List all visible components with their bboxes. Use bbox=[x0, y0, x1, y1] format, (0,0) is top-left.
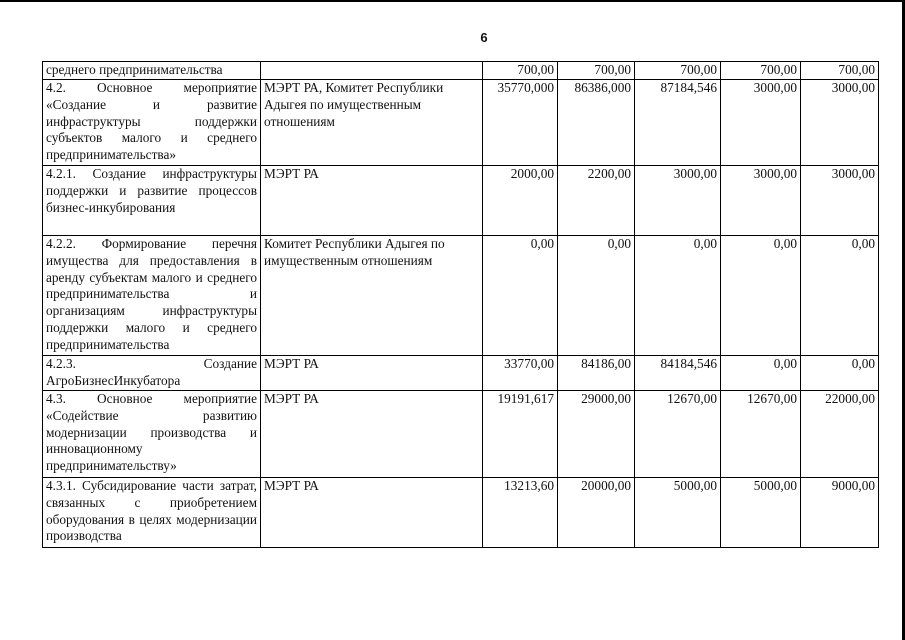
value-cell: 0,00 bbox=[483, 236, 558, 356]
executor: МЭРТ РА bbox=[261, 166, 483, 236]
value-cell: 5000,00 bbox=[721, 478, 801, 548]
value-cell: 3000,00 bbox=[721, 166, 801, 236]
program-table bbox=[42, 61, 879, 548]
value-cell: 3000,00 bbox=[801, 166, 879, 236]
value-cell: 19191,617 bbox=[483, 391, 558, 478]
value-cell: 29000,00 bbox=[558, 391, 635, 478]
table-row bbox=[43, 391, 879, 478]
activity-name: 4.2.2. Формирование перечня имущества для предоставления в аренду субъектам малого и среднего предпринимательства и организациям инфраструктуры поддержки малого и среднего предпринимательства bbox=[43, 236, 261, 356]
activity-name: 4.2.3. Создание АгроБизнесИнкубатора bbox=[43, 356, 261, 391]
activity-name: 4.2.1. Создание инфраструктуры поддержки и развитие процессов бизнес-инкубирования bbox=[43, 166, 261, 236]
value-cell: 12670,00 bbox=[635, 391, 721, 478]
value-cell: 700,00 bbox=[801, 62, 879, 80]
value-cell: 700,00 bbox=[558, 62, 635, 80]
value-cell: 13213,60 bbox=[483, 478, 558, 548]
executor: МЭРТ РА bbox=[261, 478, 483, 548]
value-cell: 35770,000 bbox=[483, 80, 558, 166]
value-cell: 0,00 bbox=[721, 356, 801, 391]
executor: МЭРТ РА, Комитет Республики Адыгея по имущественным отношениям bbox=[261, 80, 483, 166]
value-cell: 2000,00 bbox=[483, 166, 558, 236]
value-cell: 0,00 bbox=[801, 236, 879, 356]
value-cell: 2200,00 bbox=[558, 166, 635, 236]
executor: Комитет Республики Адыгея по имущественным отношениям bbox=[261, 236, 483, 356]
value-cell: 700,00 bbox=[635, 62, 721, 80]
value-cell: 700,00 bbox=[483, 62, 558, 80]
activity-name: 4.3. Основное мероприятие «Содействие развитию модернизации производства и инновационному предпринимательству» bbox=[43, 391, 261, 478]
executor: МЭРТ РА bbox=[261, 391, 483, 478]
value-cell: 3000,00 bbox=[635, 166, 721, 236]
table-row bbox=[43, 478, 879, 548]
value-cell: 20000,00 bbox=[558, 478, 635, 548]
table-row bbox=[43, 166, 879, 236]
executor bbox=[261, 62, 483, 80]
value-cell: 3000,00 bbox=[801, 80, 879, 166]
value-cell: 86386,000 bbox=[558, 80, 635, 166]
table-row bbox=[43, 356, 879, 391]
value-cell: 0,00 bbox=[801, 356, 879, 391]
activity-name: среднего предпринимательства bbox=[43, 62, 261, 80]
value-cell: 84184,546 bbox=[635, 356, 721, 391]
value-cell: 3000,00 bbox=[721, 80, 801, 166]
value-cell: 0,00 bbox=[558, 236, 635, 356]
value-cell: 22000,00 bbox=[801, 391, 879, 478]
page-number: 6 bbox=[480, 30, 488, 45]
value-cell: 0,00 bbox=[721, 236, 801, 356]
value-cell: 33770,00 bbox=[483, 356, 558, 391]
activity-name: 4.3.1. Субсидирование части затрат, связанных с приобретением оборудования в целях модернизации производства bbox=[43, 478, 261, 548]
executor: МЭРТ РА bbox=[261, 356, 483, 391]
table-row bbox=[43, 62, 879, 80]
value-cell: 12670,00 bbox=[721, 391, 801, 478]
activity-name: 4.2. Основное мероприятие «Создание и развитие инфраструктуры поддержки субъектов малого и среднего предпринимательства» bbox=[43, 80, 261, 166]
scan-border-top bbox=[0, 0, 905, 2]
value-cell: 87184,546 bbox=[635, 80, 721, 166]
value-cell: 84186,00 bbox=[558, 356, 635, 391]
table-row bbox=[43, 80, 879, 166]
value-cell: 700,00 bbox=[721, 62, 801, 80]
value-cell: 9000,00 bbox=[801, 478, 879, 548]
value-cell: 5000,00 bbox=[635, 478, 721, 548]
value-cell: 0,00 bbox=[635, 236, 721, 356]
table-row bbox=[43, 236, 879, 356]
